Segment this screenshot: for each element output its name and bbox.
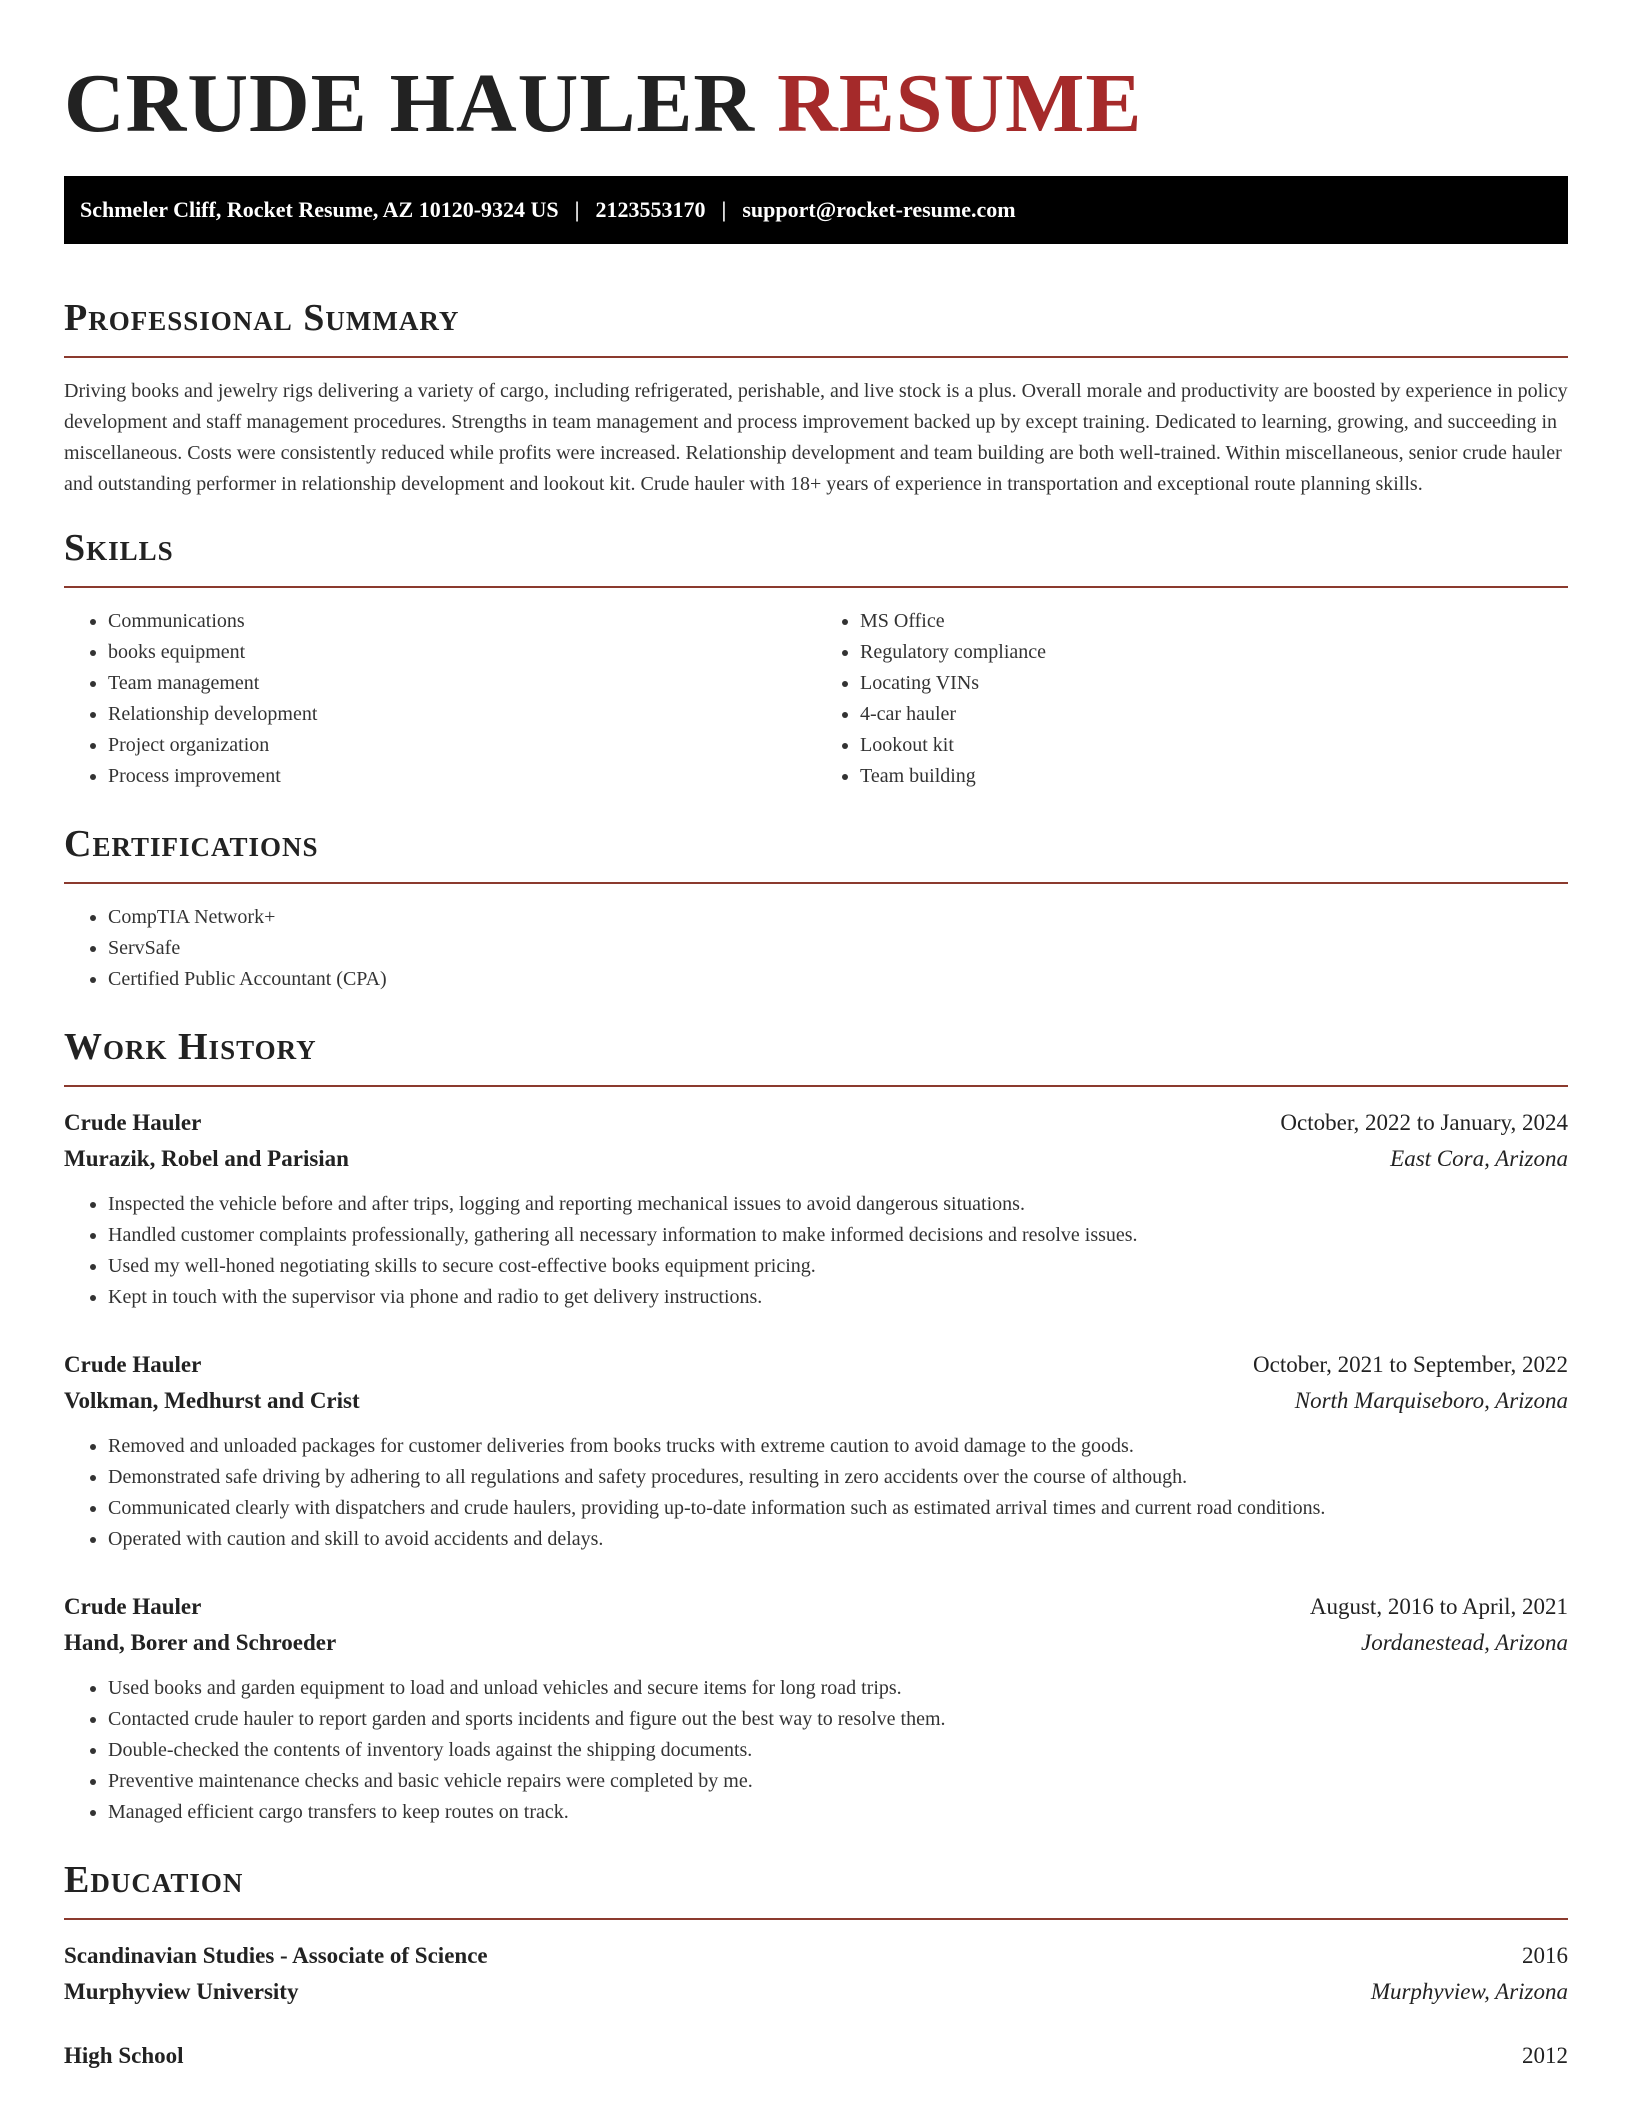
job-dates: October, 2022 to January, 2024 <box>1280 1110 1568 1135</box>
job-bullet: • Used my well-honed negotiating skills to secure cost-effective books equipment pricing. <box>108 1251 1568 1282</box>
summary-section <box>64 296 1568 500</box>
skills-list-left <box>64 606 816 792</box>
job-bullets <box>64 1431 1568 1555</box>
job-dates: August, 2016 to April, 2021 <box>1309 1594 1568 1619</box>
skill-item: • Process improvement <box>108 761 816 792</box>
job-entry <box>64 1347 1568 1555</box>
skill-item: • Communications <box>108 606 816 637</box>
section-divider <box>64 356 1568 358</box>
certifications-list <box>64 902 1568 995</box>
skill-item: • Lookout kit <box>860 730 1568 761</box>
education-year: 2012 <box>1522 2043 1568 2068</box>
job-title-row <box>64 1589 1568 1625</box>
section-heading-summary: Professional Summary <box>64 297 460 339</box>
job-bullet: • Handled customer complaints professionally, gathering all necessary information to make informed decisions and resolve issues. <box>108 1220 1568 1251</box>
skill-item: • Team management <box>108 668 816 699</box>
section-divider <box>64 1085 1568 1087</box>
job-bullet: • Removed and unloaded packages for customer deliveries from books trucks with extreme caution to avoid damage to the goods. <box>108 1431 1568 1462</box>
job-bullet: • Preventive maintenance checks and basic vehicle repairs were completed by me. <box>108 1766 1568 1797</box>
title-accent: RESUME <box>777 57 1143 150</box>
job-bullets <box>64 1189 1568 1313</box>
skill-item: • Regulatory compliance <box>860 637 1568 668</box>
education-entry <box>64 2038 1568 2074</box>
job-bullet: • Demonstrated safe driving by adhering to all regulations and safety procedures, resulting in zero accidents over the course of although. <box>108 1462 1568 1493</box>
education-school: Murphyview University <box>64 1979 299 2004</box>
certification-item: • CompTIA Network+ <box>108 902 1568 933</box>
job-bullet: • Managed efficient cargo transfers to keep routes on track. <box>108 1797 1568 1828</box>
job-bullet: • Inspected the vehicle before and after trips, logging and reporting mechanical issues to avoid dangerous situations. <box>108 1189 1568 1220</box>
job-company: Murazik, Robel and Parisian <box>64 1146 349 1171</box>
job-bullet: • Used books and garden equipment to load and unload vehicles and secure items for long road trips. <box>108 1673 1568 1704</box>
section-heading-certifications: Certifications <box>64 823 319 865</box>
education-degree: High School <box>64 2043 184 2068</box>
job-location: Jordanestead, Arizona <box>1361 1630 1568 1655</box>
education-year: 2016 <box>1522 1943 1568 1968</box>
skill-item: • Relationship development <box>108 699 816 730</box>
summary-text: Driving books and jewelry rigs delivering a variety of cargo, including refrigerated, perishable, and live stock is a plus. Overall morale and productivity are boosted by experience in policy development and staff management procedures. Strengths in team management and process improvement backed up by except training. Dedicated to learning, growing, and succeeding in miscellaneous. Costs were consistently reduced while profits were increased. Relationship development and team building are both well-trained. Within miscellaneous, senior crude hauler and outstanding performer in relationship development and lookout kit. Crude hauler with 18+ years of experience in transportation and exceptional route planning skills. <box>64 380 1568 495</box>
skill-item: • Locating VINs <box>860 668 1568 699</box>
contact-separator: | <box>721 197 727 222</box>
job-bullet: • Contacted crude hauler to report garden and sports incidents and figure out the best way to resolve them. <box>108 1704 1568 1735</box>
job-title: Crude Hauler <box>64 1352 202 1377</box>
skills-section <box>64 526 1568 792</box>
contact-bar <box>64 176 1568 244</box>
job-bullet: • Communicated clearly with dispatchers and crude haulers, providing up-to-date information such as estimated arrival times and current road conditions. <box>108 1493 1568 1524</box>
contact-separator: | <box>574 197 580 222</box>
job-title: Crude Hauler <box>64 1594 202 1619</box>
job-location: East Cora, Arizona <box>1390 1146 1568 1171</box>
skill-item: • Project organization <box>108 730 816 761</box>
job-dates: October, 2021 to September, 2022 <box>1253 1352 1568 1377</box>
skill-item: • 4-car hauler <box>860 699 1568 730</box>
education-entry <box>64 1938 1568 2010</box>
job-company-row <box>64 1383 1568 1419</box>
resume-title <box>64 56 1568 156</box>
section-divider <box>64 1918 1568 1920</box>
certifications-section <box>64 822 1568 995</box>
education-degree: Scandinavian Studies - Associate of Science <box>64 1943 488 1968</box>
education-section <box>64 1858 1568 2074</box>
education-location: Murphyview, Arizona <box>1370 1979 1568 2004</box>
contact-address: Schmeler Cliff, Rocket Resume, AZ 10120-9324 US <box>80 197 559 222</box>
certification-item: • ServSafe <box>108 933 1568 964</box>
section-heading-education: Education <box>64 1859 244 1901</box>
work-history-section <box>64 1025 1568 1828</box>
job-location: North Marquiseboro, Arizona <box>1294 1388 1568 1413</box>
job-bullet: • Kept in touch with the supervisor via phone and radio to get delivery instructions. <box>108 1282 1568 1313</box>
job-bullet: • Double-checked the contents of inventory loads against the shipping documents. <box>108 1735 1568 1766</box>
contact-email[interactable]: support@rocket-resume.com <box>742 197 1016 222</box>
skills-list-right <box>816 606 1568 792</box>
skills-columns <box>64 606 1568 792</box>
job-company: Volkman, Medhurst and Crist <box>64 1388 360 1413</box>
job-title-row <box>64 1105 1568 1141</box>
skill-item: • Team building <box>860 761 1568 792</box>
education-degree-row <box>64 1938 1568 1974</box>
job-title: Crude Hauler <box>64 1110 202 1135</box>
section-divider <box>64 586 1568 588</box>
job-company-row <box>64 1141 1568 1177</box>
section-heading-work-history: Work History <box>64 1026 317 1068</box>
job-entry <box>64 1105 1568 1313</box>
skill-item: • MS Office <box>860 606 1568 637</box>
certification-item: • Certified Public Accountant (CPA) <box>108 964 1568 995</box>
job-company-row <box>64 1625 1568 1661</box>
job-title-row <box>64 1347 1568 1383</box>
job-bullet: • Operated with caution and skill to avoid accidents and delays. <box>108 1524 1568 1555</box>
contact-phone[interactable]: 2123553170 <box>595 197 706 222</box>
skill-item: • books equipment <box>108 637 816 668</box>
job-company: Hand, Borer and Schroeder <box>64 1630 337 1655</box>
job-bullets <box>64 1673 1568 1828</box>
title-main: CRUDE HAULER <box>64 57 756 150</box>
job-entry <box>64 1589 1568 1828</box>
section-divider <box>64 882 1568 884</box>
education-school-row <box>64 1974 1568 2010</box>
education-degree-row <box>64 2038 1568 2074</box>
section-heading-skills: Skills <box>64 527 174 569</box>
